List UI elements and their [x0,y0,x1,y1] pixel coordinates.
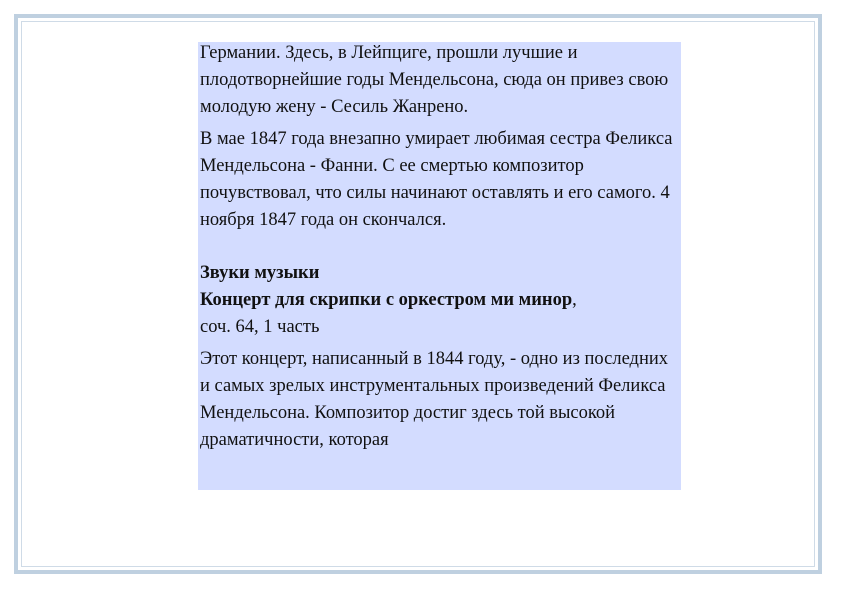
paragraph-concerto: Этот концерт, написанный в 1844 году, - одно из последних и самых зрелых инструментальных произведений Феликса Мендельсона. Композитор достиг здесь той высокой драматичности, которая [200,349,669,450]
section-heading: Звуки музыки [200,263,320,283]
concerto-title-suffix: , [572,290,577,310]
paragraph-germany: Германии. Здесь, в Лейпциге, прошли лучшие и плодотворнейшие годы Мендельсона, сюда он привез свою молодую жену - Сесиль Жанрено. [200,43,669,117]
text-block [198,42,681,490]
concerto-title [200,287,681,314]
spacer [200,234,681,260]
concerto-title-bold: Концерт для скрипки с оркестром ми минор [200,290,573,310]
paragraph-death: В мае 1847 года внезапно умирает любимая сестра Феликса Мендельсона - Фанни. С ее смертью композитор почувствовал, что силы начинают оставлять и его самого. 4 ноября 1847 года он скончался. [200,129,673,230]
opus-number: соч. 64, 1 часть [200,317,320,337]
